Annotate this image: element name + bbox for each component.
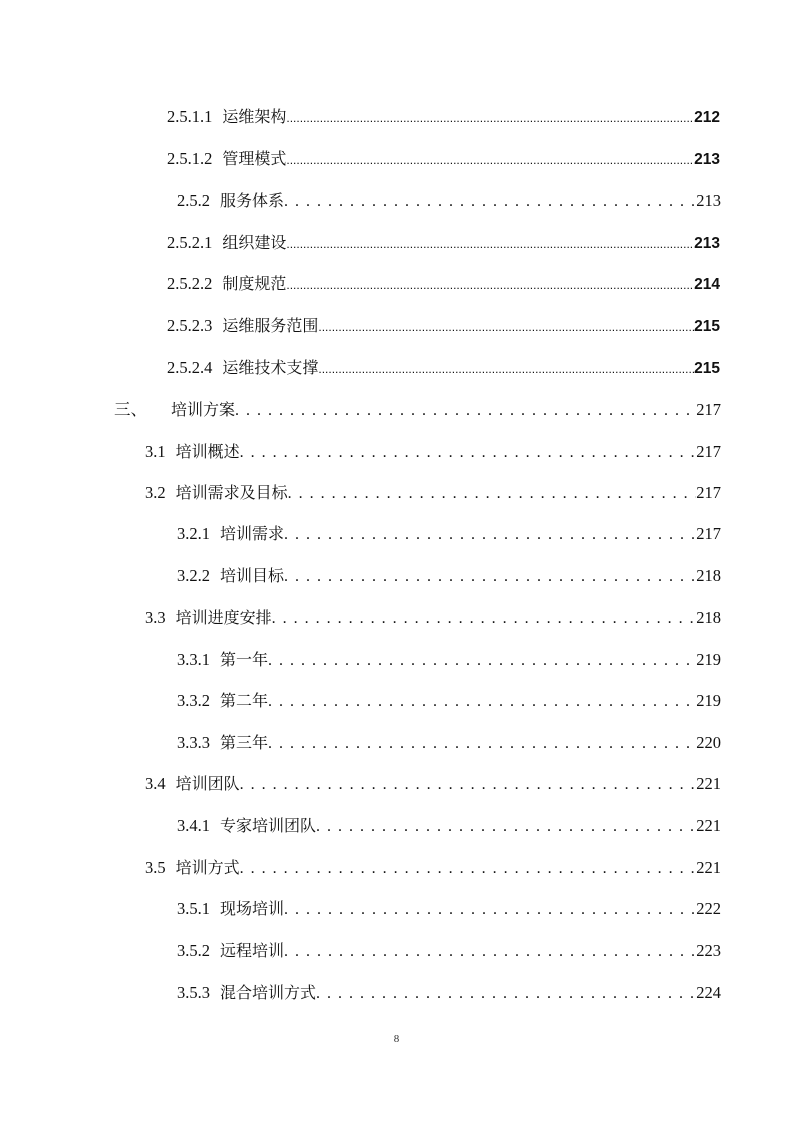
toc-entry-number: 2.5.1.2 — [167, 149, 213, 168]
toc-entry-page: 217 — [696, 442, 721, 461]
toc-entry-number: 3.3 — [145, 608, 166, 627]
dot-leader — [284, 189, 696, 214]
toc-entry-title: 运维服务范围 — [222, 316, 319, 335]
toc-entry-number: 2.5.2.4 — [167, 358, 213, 377]
toc-entry-number: 3.4 — [145, 774, 166, 793]
dot-leader — [268, 731, 696, 756]
toc-entry-page: 223 — [696, 941, 721, 960]
toc-entry[interactable] — [177, 189, 721, 213]
toc-entry-page: 221 — [696, 816, 721, 835]
toc-entry-number: 3.2 — [145, 483, 166, 502]
toc-entry-number: 3.5.3 — [177, 983, 210, 1002]
toc-entry-page: 221 — [696, 774, 721, 793]
toc-entry-title: 培训目标 — [220, 566, 285, 585]
toc-entry-number: 3.5.2 — [177, 941, 210, 960]
toc-entry-number: 2.5.2.2 — [167, 274, 213, 293]
toc-entry-number: 3.3.2 — [177, 691, 210, 710]
dot-leader — [240, 772, 697, 797]
toc-entry-page: 219 — [696, 650, 721, 669]
toc-entry[interactable] — [177, 522, 721, 546]
toc-entry[interactable] — [167, 356, 720, 380]
toc-entry-number: 2.5.2.3 — [167, 316, 213, 335]
toc-entry-page: 215 — [694, 360, 720, 377]
toc-entry[interactable] — [167, 147, 720, 171]
toc-entry-title: 现场培训 — [220, 899, 285, 918]
toc-entry-number: 3.3.3 — [177, 733, 210, 752]
dot-leader — [316, 814, 696, 839]
toc-entry-page: 212 — [694, 109, 720, 126]
toc-entry-number: 3.1 — [145, 442, 166, 461]
toc-entry-page: 213 — [694, 151, 720, 168]
toc-entry-title: 管理模式 — [222, 149, 287, 168]
toc-entry-title: 第三年 — [220, 733, 269, 752]
toc-entry[interactable] — [167, 314, 720, 338]
dot-leader — [240, 856, 697, 881]
toc-entry-page: 214 — [694, 276, 720, 293]
toc-entry[interactable] — [167, 105, 720, 129]
toc-entry-title: 远程培训 — [220, 941, 285, 960]
toc-entry-page: 220 — [696, 733, 721, 752]
dot-leader — [318, 314, 694, 339]
toc-entry-title: 培训进度安排 — [175, 608, 272, 627]
toc-entry-page: 222 — [696, 899, 721, 918]
toc-entry-number: 3.2.2 — [177, 566, 210, 585]
toc-entry-number: 2.5.2.1 — [167, 233, 213, 252]
dot-leader — [284, 522, 696, 547]
page-number: 8 — [393, 1033, 400, 1045]
dot-leader — [235, 398, 696, 423]
toc-entry-number: 三、 — [114, 400, 147, 419]
toc-entry-title: 混合培训方式 — [220, 983, 317, 1002]
toc-entry-page: 224 — [696, 983, 721, 1002]
toc-entry-title: 组织建设 — [222, 233, 287, 252]
toc-entry[interactable] — [145, 606, 721, 630]
toc-entry-title: 专家培训团队 — [220, 816, 317, 835]
toc-entry-page: 219 — [696, 691, 721, 710]
toc-entry[interactable] — [177, 648, 721, 672]
toc-entry-page: 213 — [694, 235, 720, 252]
toc-entry-title: 第一年 — [220, 650, 269, 669]
dot-leader — [286, 231, 694, 256]
dot-leader — [286, 272, 694, 297]
dot-leader — [240, 440, 697, 465]
toc-entry-number: 3.3.1 — [177, 650, 210, 669]
toc-entry-title: 运维架构 — [222, 107, 287, 126]
dot-leader — [286, 147, 694, 172]
toc-entry-page: 215 — [694, 318, 720, 335]
toc-entry-number: 2.5.1.1 — [167, 107, 213, 126]
toc-entry[interactable] — [177, 897, 721, 921]
toc-entry-title: 培训需求 — [220, 524, 285, 543]
toc-entry[interactable] — [177, 731, 721, 755]
toc-entry-number: 3.4.1 — [177, 816, 210, 835]
toc-entry-title: 运维技术支撑 — [222, 358, 319, 377]
dot-leader — [272, 606, 697, 631]
toc-entry-page: 221 — [696, 858, 721, 877]
toc-entry-number: 3.5.1 — [177, 899, 210, 918]
toc-entry-page: 218 — [696, 608, 721, 627]
toc-entry-title: 第二年 — [220, 691, 269, 710]
toc-entry[interactable] — [177, 689, 721, 713]
toc-entry-title: 制度规范 — [222, 274, 287, 293]
toc-entry-title: 培训概述 — [175, 442, 240, 461]
toc-entry-title: 培训需求及目标 — [175, 483, 288, 502]
toc-entry-number: 3.5 — [145, 858, 166, 877]
dot-leader — [316, 981, 696, 1006]
toc-entry-number: 2.5.2 — [177, 191, 210, 210]
dot-leader — [288, 481, 697, 506]
toc-entry-page: 218 — [696, 566, 721, 585]
toc-entry[interactable] — [145, 440, 721, 464]
toc-entry-title: 服务体系 — [220, 191, 285, 210]
toc-entry-number: 3.2.1 — [177, 524, 210, 543]
dot-leader — [286, 105, 694, 130]
toc-entry[interactable] — [177, 564, 721, 588]
toc-entry[interactable] — [167, 231, 720, 255]
toc-entry[interactable] — [177, 939, 721, 963]
toc-entry[interactable] — [114, 398, 721, 422]
toc-entry[interactable] — [145, 856, 721, 880]
toc-entry-title: 培训方案 — [171, 400, 236, 419]
dot-leader — [284, 897, 696, 922]
dot-leader — [268, 689, 696, 714]
toc-entry-page: 217 — [696, 400, 721, 419]
toc-entry-page: 217 — [696, 524, 721, 543]
toc-entry-page: 217 — [696, 483, 721, 502]
toc-entry[interactable] — [177, 814, 721, 838]
toc-entry[interactable] — [177, 981, 721, 1005]
toc-entry[interactable] — [167, 272, 720, 296]
dot-leader — [284, 564, 696, 589]
dot-leader — [268, 648, 696, 673]
toc-entry-page: 213 — [696, 191, 721, 210]
dot-leader — [284, 939, 696, 964]
dot-leader — [318, 356, 694, 381]
toc-entry-title: 培训方式 — [175, 858, 240, 877]
toc-entry[interactable] — [145, 481, 721, 505]
toc-entry-title: 培训团队 — [175, 774, 240, 793]
toc-entry[interactable] — [145, 772, 721, 796]
